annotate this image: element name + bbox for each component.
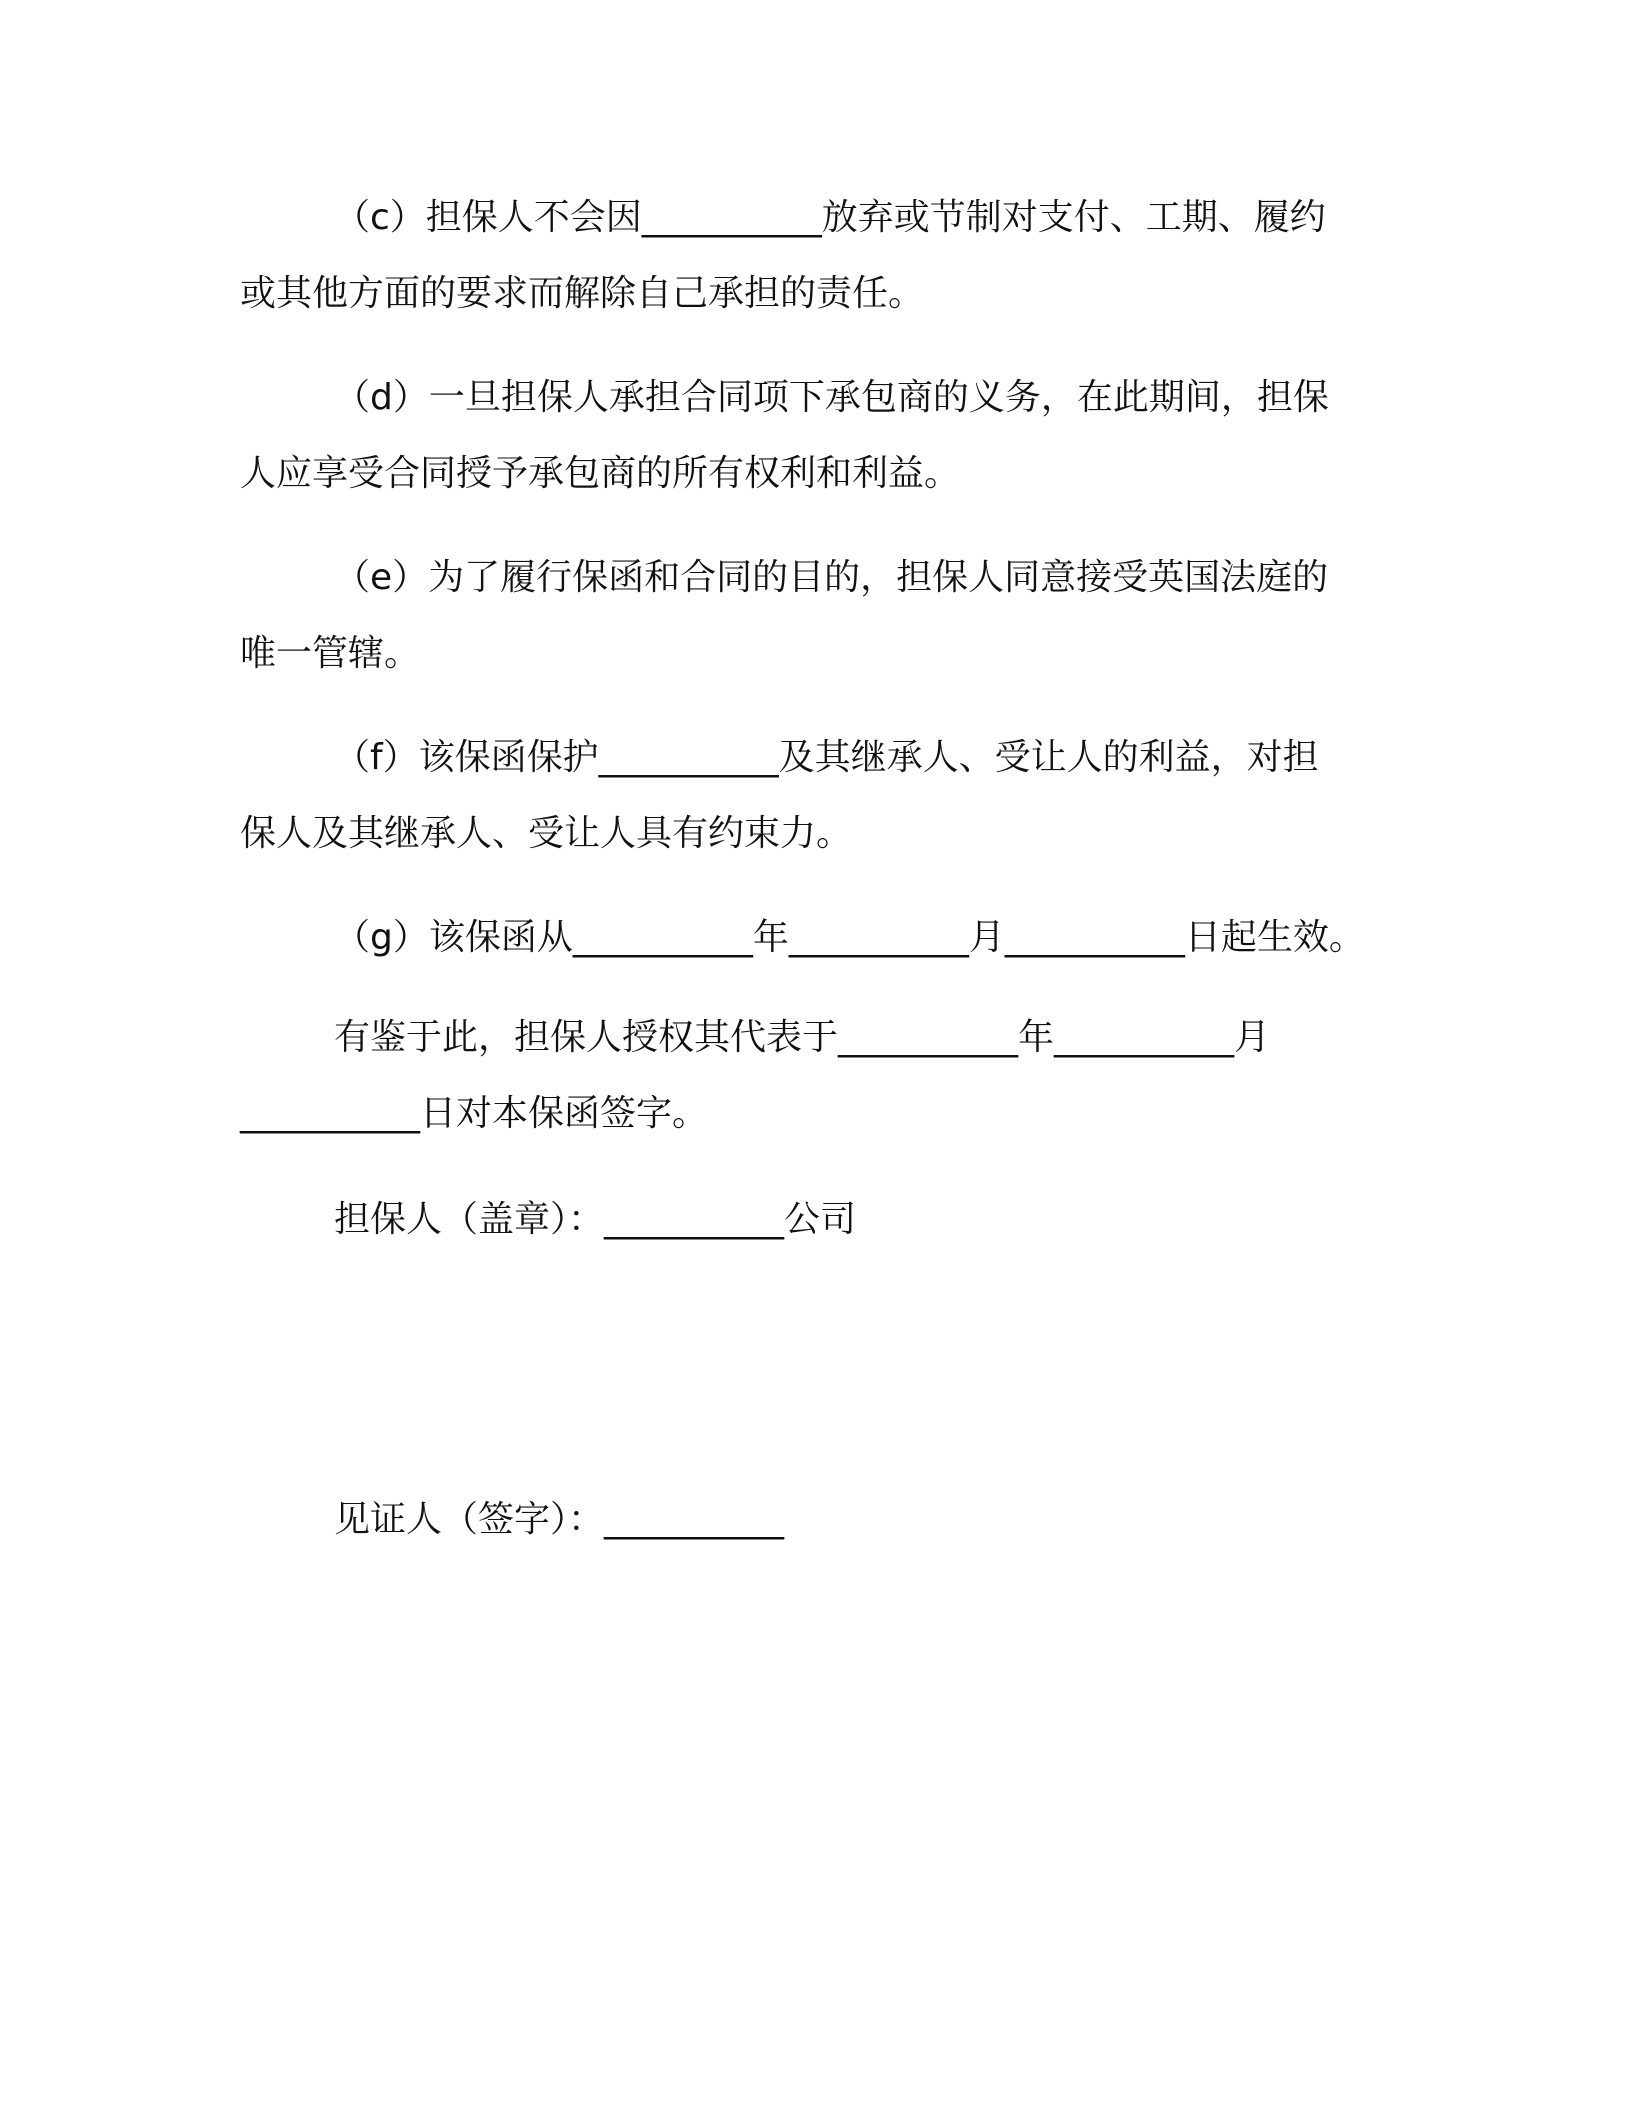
clause-f <box>240 720 1380 872</box>
clause-g-line-1: （g）该保函从__________年__________月__________日起生效。 <box>334 917 1365 958</box>
clause-e-line-1: （e）为了履行保函和合同的目的，担保人同意接受英国法庭的 <box>334 557 1329 598</box>
clause-c <box>240 180 1380 332</box>
clause-f-line-1: （f）该保函保护__________及其继承人、受让人的利益，对担 <box>334 737 1319 778</box>
clause-d <box>240 360 1380 512</box>
witness-clause <box>240 1000 1380 1152</box>
guarantor-signature-line: 担保人（盖章）：__________公司 <box>334 1199 857 1240</box>
clause-e <box>240 540 1380 692</box>
clause-d-line-1: （d）一旦担保人承担合同项下承包商的义务，在此期间，担保 <box>334 377 1329 418</box>
clause-e-line-2: 唯一管辖。 <box>240 633 421 674</box>
witness-clause-line-2: __________日对本保函签字。 <box>240 1093 709 1134</box>
clause-g <box>240 900 1380 976</box>
witness-clause-line-1: 有鉴于此，担保人授权其代表于__________年__________月 <box>334 1017 1271 1058</box>
clause-c-line-1: （c）担保人不会因__________放弃或节制对支付、工期、履约 <box>334 197 1326 238</box>
clause-c-line-2: 或其他方面的要求而解除自己承担的责任。 <box>240 273 925 314</box>
clause-d-line-2: 人应享受合同授予承包商的所有权利和利益。 <box>240 453 961 494</box>
clause-f-line-2: 保人及其继承人、受让人具有约束力。 <box>240 813 853 854</box>
witness-signature-line: 见证人（签字）：__________ <box>334 1499 785 1540</box>
